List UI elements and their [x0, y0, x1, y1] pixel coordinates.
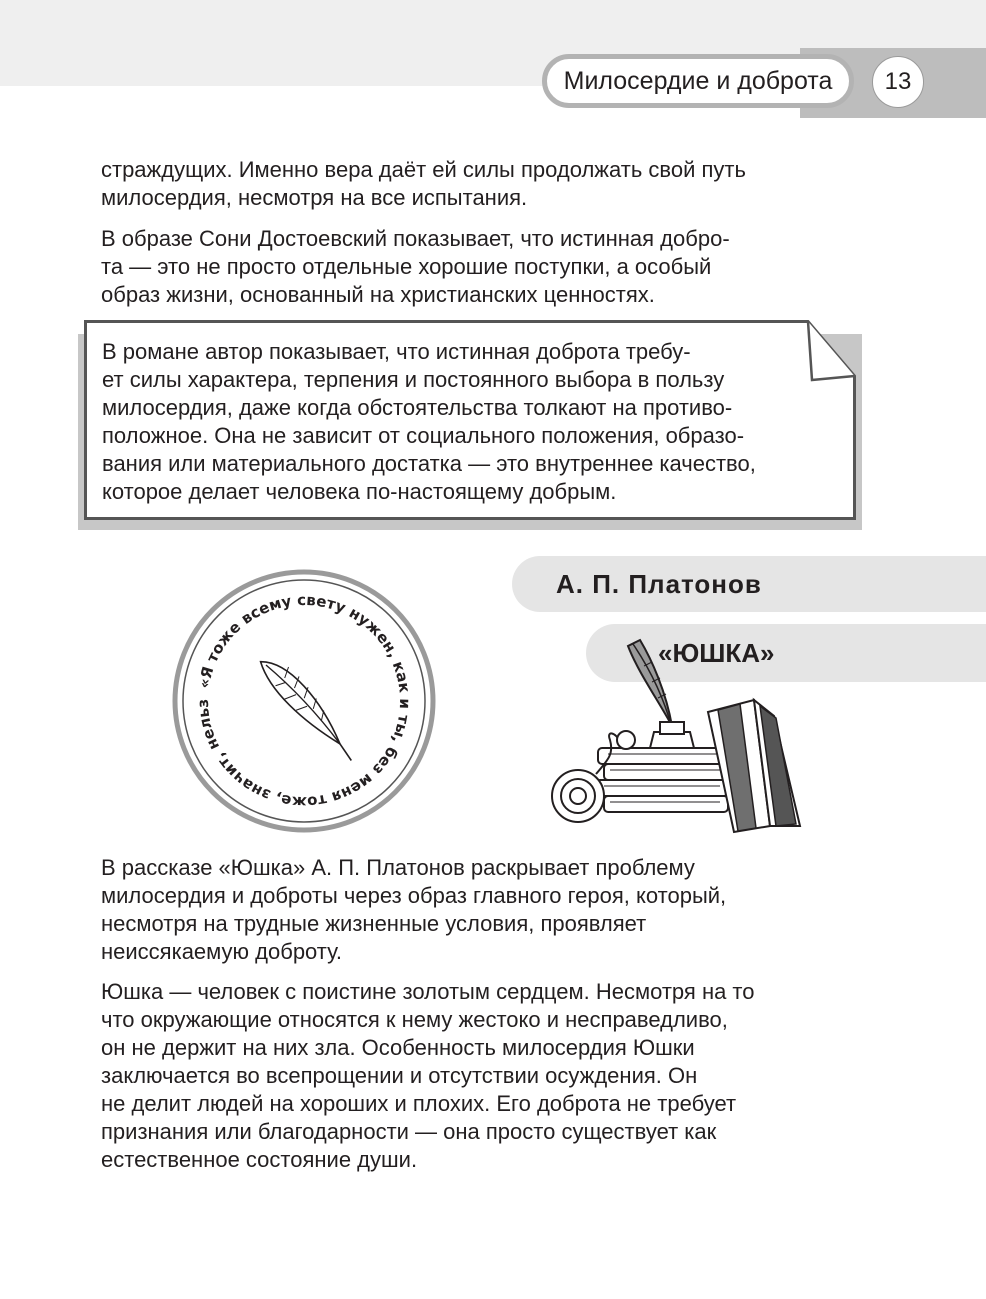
text-line: Юшка — человек с поистине золотым сердцем. Несмотря на то: [101, 979, 755, 1004]
text-line: признания или благодарности — она просто существует как: [101, 1119, 717, 1144]
page-number: 13: [872, 56, 924, 108]
text-line: милосердия, даже когда обстоятельства толкают на противо-: [102, 395, 733, 420]
callout-text: [102, 338, 852, 506]
text-line: он не держит на них зла. Особенность милосердия Юшки: [101, 1035, 695, 1060]
text-line: положное. Она не зависит от социального положения, образо-: [102, 423, 745, 448]
text-line: что окружающие относятся к нему жестоко и несправедливо,: [101, 1007, 728, 1032]
text-line: естественное состояние души.: [101, 1147, 418, 1172]
text-line: образ жизни, основанный на христианских ценностях.: [101, 282, 655, 307]
books-drawing: [548, 636, 818, 836]
author-bar: [512, 556, 986, 612]
author-name: А. П. Платонов: [556, 568, 762, 599]
text-line: милосердия, несмотря на все испытания.: [101, 185, 528, 210]
quote-badge: [172, 569, 436, 833]
text-line: заключается во всепрощении и отсутствии осуждения. Он: [101, 1063, 698, 1088]
text-line: не делит людей на хороших и плохих. Его доброта не требует: [101, 1091, 737, 1116]
text-line: несмотря на трудные жизненные условия, проявляет: [101, 911, 647, 936]
text-line: милосердия и доброты через образ главного героя, который,: [101, 883, 727, 908]
intro-paragraph-2: [101, 225, 861, 309]
text-line: В романе автор показывает, что истинная доброта требу-: [102, 339, 691, 364]
text-line: вания или материального достатка — это внутреннее качество,: [102, 451, 756, 476]
text-line: та — это не просто отдельные хорошие поступки, а особый: [101, 254, 712, 279]
books-inkwell-icon: [548, 636, 818, 836]
text-line: которое делает человека по-настоящему добрым.: [102, 479, 617, 504]
text-line: В образе Сони Достоевский показывает, что истинная добро-: [101, 226, 730, 251]
text-line: страждущих. Именно вера даёт ей силы продолжать свой путь: [101, 157, 746, 182]
text-line: В рассказе «Юшка» А. П. Платонов раскрывает проблему: [101, 855, 695, 880]
text-line: ет силы характера, терпения и постоянного выбора в пользу: [102, 367, 725, 392]
intro-paragraph-1: [101, 156, 861, 212]
quote-circle: [172, 569, 436, 833]
body-paragraph-1: [101, 854, 861, 966]
section-header: [542, 54, 854, 108]
text-line: неиссякаемую доброту.: [101, 939, 343, 964]
body-paragraph-2: [101, 978, 861, 1174]
callout-box: [84, 320, 856, 520]
section-title: Милосердие и доброта: [563, 66, 833, 95]
quote-text: «Я тоже всему свету нужен, как и ты, без меня тоже, значит, нельз: [193, 590, 415, 812]
work-title: «ЮШКА»: [658, 637, 775, 668]
